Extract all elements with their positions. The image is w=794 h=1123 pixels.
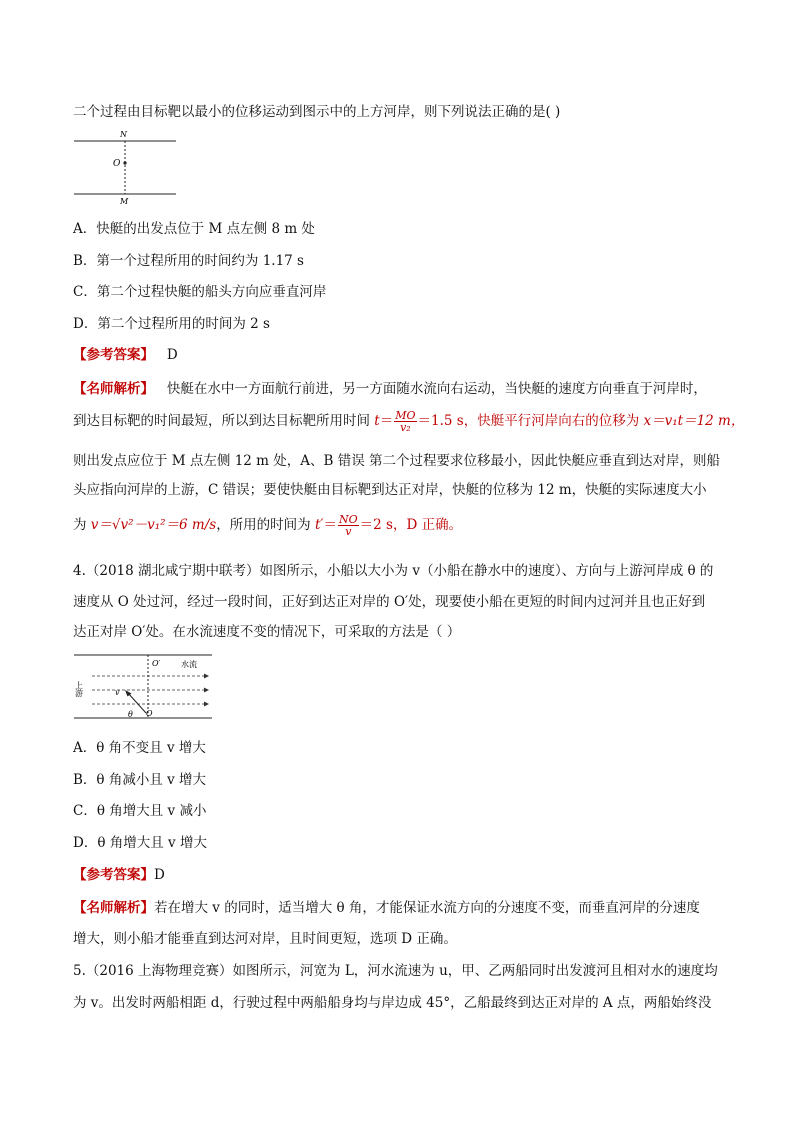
q3-option-c: C．第二个过程快艇的船头方向应垂直河岸 — [73, 284, 327, 300]
q3-analysis-line-3: 则出发点应位于 M 点左侧 12 m 处，A、B 错误 第二个过程要求位移最小，因此快艇应垂直到达对岸，则船 — [73, 453, 721, 469]
q4-option-d: D．θ 角增大且 v 增大 — [73, 835, 207, 851]
q3-analysis-line-1: 【名师解析】 快艇在水中一方面航行前进，另一方面随水流向右运动，当快艇的速度方向垂直于河岸时， — [73, 381, 707, 397]
q4-analysis-line-1: 【名师解析】若在增大 v 的同时，适当增大 θ 角，才能保证水流方向的分速度不变，而垂直河岸的分速度 — [73, 900, 700, 916]
label-o: O — [113, 159, 121, 169]
label-o: O — [146, 709, 153, 718]
label-o-prime: O′ — [152, 659, 161, 668]
q3-option-b: B．第一个过程所用的时间约为 1.17 s — [73, 253, 304, 269]
q3-stem-tail: 二个过程由目标靶以最小的位移运动到图示中的上方河岸，则下列说法正确的是( ) — [73, 104, 561, 120]
q4-stem-line-2: 速度从 O 处过河，经过一段时间，正好到达正对岸的 O′处，现要使小船在更短的时间内过河并且也正好到 — [73, 594, 706, 610]
q5-stem-line-1: 5.（2016 上海物理竞赛）如图所示，河宽为 L，河水流速为 u，甲、乙两船同时出发渡河且相对水的速度均 — [73, 963, 718, 979]
answer-value: D — [166, 347, 178, 363]
answer-label: 【参考答案】 — [73, 347, 154, 363]
q5-stem-line-2: 为 v。出发时两船相距 d，行驶过程中两船船身均与岸边成 45°，乙船最终到达正对岸的 A 点，两船始终没 — [73, 995, 712, 1011]
analysis-label: 【名师解析】 — [73, 381, 154, 397]
fraction-mo-v2: $\frac{MO}{\text{v₂}}$ — [395, 409, 416, 434]
q3-option-d: D．第二个过程所用的时间为 2 s — [73, 316, 270, 332]
q4-answer — [73, 866, 723, 884]
label-water-flow: 水流 — [181, 660, 197, 669]
label-v: v — [115, 688, 120, 697]
q3-analysis-line-4: 头应指向河岸的上游，C 错误；要使快艇由目标靶到达正对岸，快艇的位移为 12 m，快艇的实际速度大小 — [73, 482, 707, 498]
q4-stem-line-1: 4.（2018 湖北咸宁期中联考）如图所示，小船以大小为 v（小船在静水中的速度）、方向与上游河岸成 θ 的 — [73, 563, 714, 579]
q4-river-figure — [72, 651, 214, 723]
analysis-label: 【名师解析】 — [73, 900, 154, 916]
q3-answer — [73, 346, 723, 364]
fraction-no-v: $\frac{NO}{v}$ — [338, 513, 358, 538]
label-theta: θ — [128, 710, 133, 719]
label-n: N — [120, 130, 127, 139]
q3-analysis-line-2: 到达目标靶的时间最短，所以到达目标靶所用时间 t＝ $\frac{MO}{\text{v₂}}$ ＝1.5 s，快艇平行河岸向右的位移为 x＝v₁t＝12 m， — [73, 409, 745, 434]
q3-option-a: A．快艇的出发点位于 M 点左侧 8 m 处 — [73, 221, 315, 237]
answer-value: D — [154, 867, 165, 883]
q3-river-figure — [72, 128, 182, 208]
label-upstream: 上游 — [74, 681, 84, 697]
answer-label: 【参考答案】 — [73, 867, 154, 883]
q4-stem-line-3: 达正对岸 O′处。在水流速度不变的情况下，可采取的方法是（ ） — [73, 624, 461, 640]
q4-option-b: B．θ 角减小且 v 增大 — [73, 772, 207, 788]
q4-analysis-line-2: 增大，则小船才能垂直到达河对岸，且时间更短，选项 D 正确。 — [73, 931, 457, 947]
q4-option-a: A．θ 角不变且 v 增大 — [73, 740, 206, 756]
q3-analysis-line-5: 为 v＝√v²－v₁²＝6 m/s，所用的时间为 t′＝ $\frac{NO}{v}$ ＝2 s，D 正确。 — [73, 513, 463, 538]
label-m: M — [120, 197, 129, 206]
q4-option-c: C．θ 角增大且 v 减小 — [73, 803, 207, 819]
